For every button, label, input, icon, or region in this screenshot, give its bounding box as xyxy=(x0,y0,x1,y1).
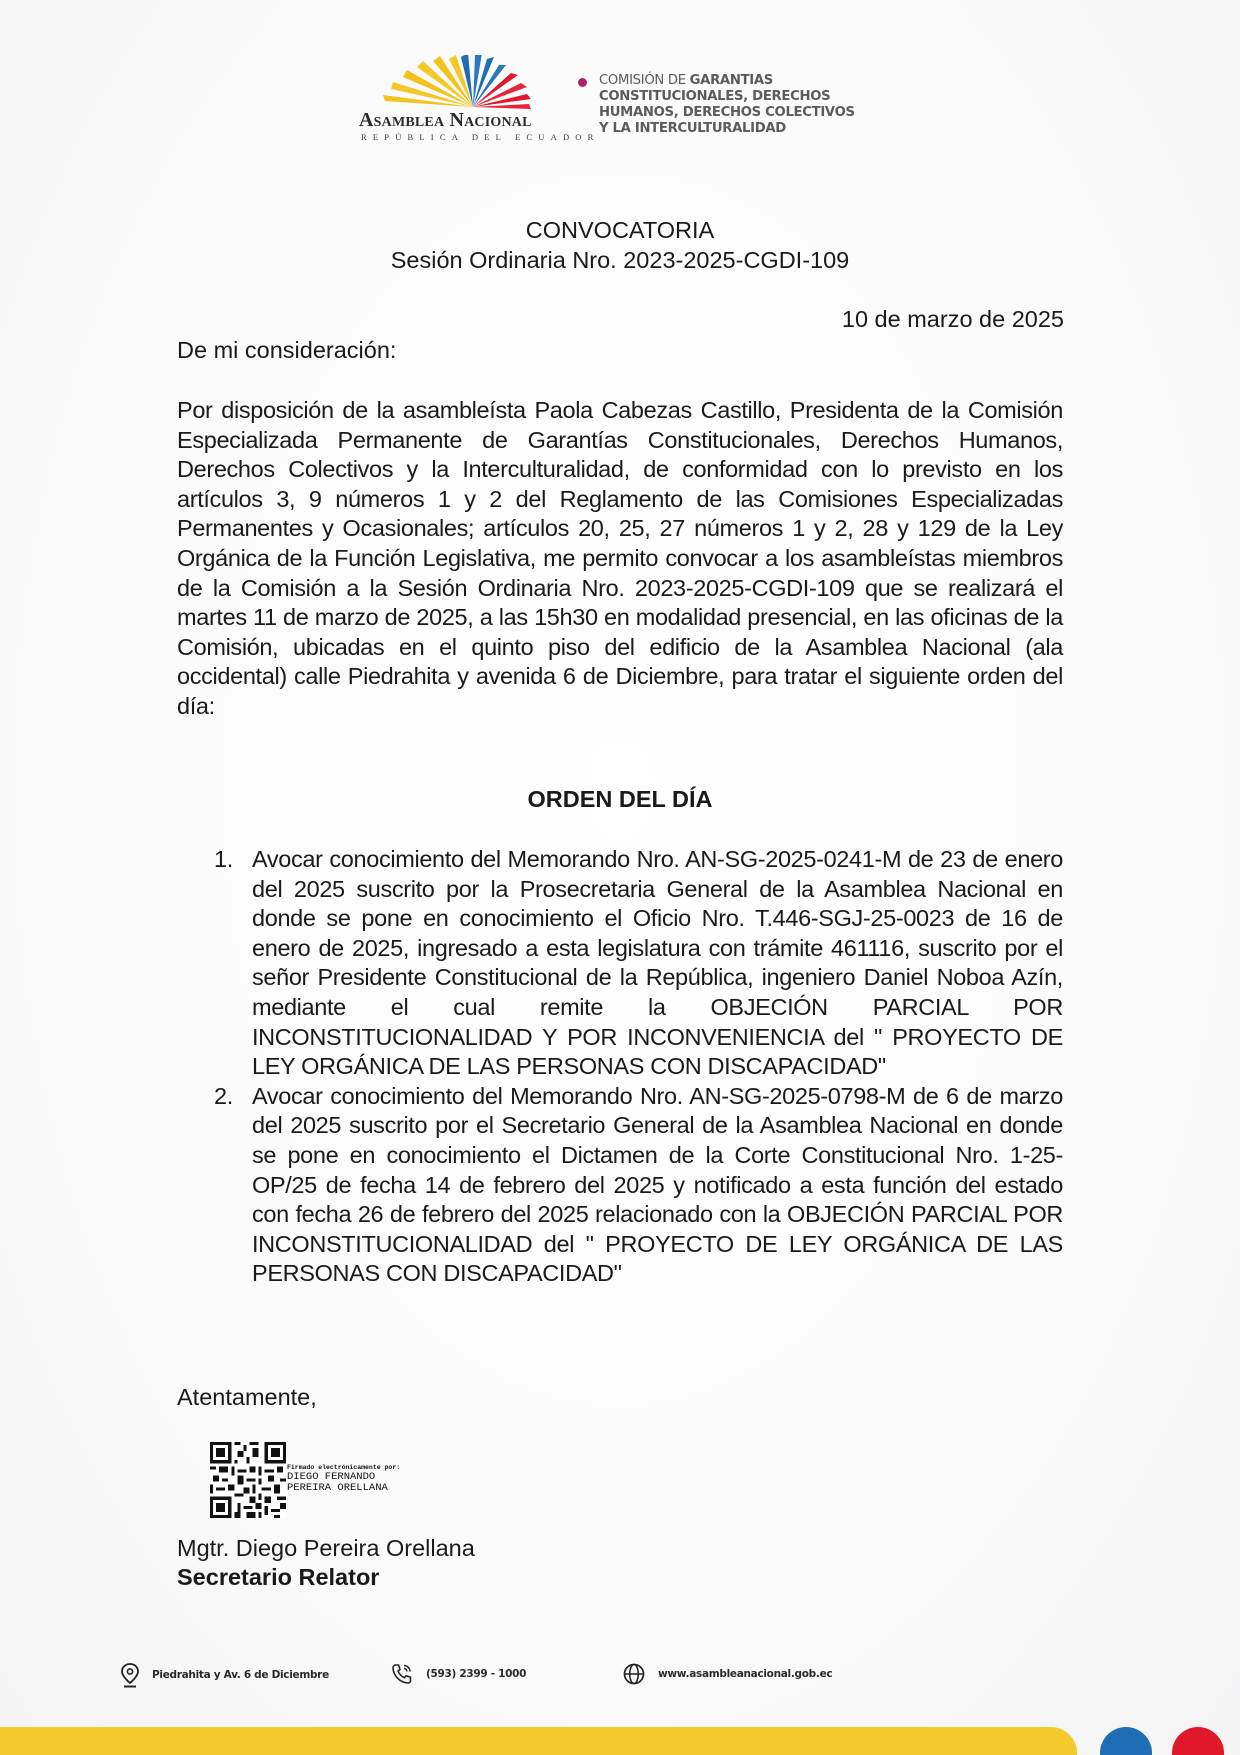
agenda-title: ORDEN DEL DÍA xyxy=(527,786,713,812)
signature-name-line1: DIEGO FERNANDO xyxy=(287,1471,376,1483)
commission-line1-bold: GARANTIAS xyxy=(689,73,773,88)
footer-phone xyxy=(390,1662,526,1686)
greeting: De mi consideración: xyxy=(177,337,397,363)
electronic-signature xyxy=(210,1442,450,1520)
asamblea-nacional-logo xyxy=(355,55,600,145)
footer-website[interactable] xyxy=(622,1662,832,1686)
agenda-list xyxy=(214,845,1063,1289)
bullet-dot-icon xyxy=(578,78,587,87)
commission-line1-light: COMISIÓN DE xyxy=(599,73,690,88)
agenda-item xyxy=(214,1082,1063,1289)
globe-icon xyxy=(622,1662,646,1686)
commission-line3: HUMANOS, DERECHOS COLECTIVOS xyxy=(599,105,855,120)
body-paragraph: Por disposición de la asambleísta Paola Cabezas Castillo, Presidenta de la Comisión Especializada Permanente de Garantías Constitucionales, Derechos Humanos, Derechos Colectivos y la Interculturalidad, de conformidad con lo previsto en los artículos 3, 9 números 1 y 2 del Reglamento de las Comisiones Especializadas Permanentes y Ocasionales; artículos 20, 25, 27 números 1 y 2, 28 y 129 de la Ley Orgánica de la Función Legislativa, me permito convocar a los asambleístas miembros de la Comisión a la Sesión Ordinaria Nro. 2023-2025-CGDI-109 que se realizará el martes 11 de marzo de 2025, a las 15h30 en modalidad presencial, en las oficinas de la Comisión, ubicadas en el quinto piso del edificio de la Asamblea Nacional (ala occidental) calle Piedrahita y avenida 6 de Diciembre, para tratar el siguiente orden del día: xyxy=(177,397,1063,719)
logo-title: Asamblea Nacional xyxy=(359,109,532,131)
signature-label: Firmado electrónicamente por: xyxy=(287,1464,401,1471)
document-date: 10 de marzo de 2025 xyxy=(841,306,1064,332)
agenda-item-text: Avocar conocimiento del Memorando Nro. AN-SG-2025-0798-M de 6 de marzo del 2025 suscrito por el Secretario General de la Asamblea Nacional en donde se pone en conocimiento el Dictamen de la Corte Constitucional Nro. 1-25-OP/25 de fecha 14 de febrero del 2025 y notificado a esta función del estado con fecha 26 de febrero del 2025 relacionado con la OBJECIÓN PARCIAL POR INCONSTITUCIONALIDAD del " PROYECTO DE LEY ORGÁNICA DE LAS PERSONAS CON DISCAPACIDAD" xyxy=(252,1082,1063,1287)
commission-line2: CONSTITUCIONALES, DERECHOS xyxy=(599,89,831,104)
signer-name: Mgtr. Diego Pereira Orellana xyxy=(177,1535,475,1561)
document-subtitle: Sesión Ordinaria Nro. 2023-2025-CGDI-109 xyxy=(390,247,850,273)
footer-website-link[interactable]: www.asambleanacional.gob.ec xyxy=(658,1668,833,1680)
agenda-item-number: 1. xyxy=(214,846,233,872)
agenda-item xyxy=(214,845,1063,1082)
phone-icon xyxy=(390,1662,414,1686)
agenda-item-number: 2. xyxy=(214,1082,233,1109)
signer-role: Secretario Relator xyxy=(177,1564,380,1590)
footer-address xyxy=(120,1662,329,1688)
closing: Atentamente, xyxy=(177,1384,317,1410)
map-pin-icon xyxy=(120,1662,140,1688)
agenda-item-text: Avocar conocimiento del Memorando Nro. AN-SG-2025-0241-M de 23 de enero del 2025 suscrito por la Prosecretaria General de la Asamblea Nacional en donde se pone en conocimiento el Oficio Nro. T.446-SGJ-25-0023 de 16 de enero de 2025, ingresado a esta legislatura con trámite 461116, suscrito por el señor Presidente Constitucional de la República, ingeniero Daniel Noboa Azín, mediante el cual remite la OBJECIÓN PARCIAL POR INCONSTITUCIONALIDAD Y POR INCONVENIENCIA del " PROYECTO DE LEY ORGÁNICA DE LAS PERSONAS CON DISCAPACIDAD" xyxy=(252,846,1063,1080)
footer-yellow-bar xyxy=(0,1727,1077,1755)
footer-address-text: Piedrahita y Av. 6 de Diciembre xyxy=(152,1669,329,1681)
commission-line4: Y LA INTERCULTURALIDAD xyxy=(599,121,786,136)
signature-name-line2: PEREIRA ORELLANA xyxy=(287,1482,388,1494)
logo-subtitle: REPÚBLICA DEL ECUADOR xyxy=(361,132,600,142)
document-title: CONVOCATORIA xyxy=(525,217,715,243)
feather-emblem-icon xyxy=(355,55,570,111)
qr-code-icon xyxy=(210,1442,286,1518)
footer-phone-text: (593) 2399 - 1000 xyxy=(426,1668,527,1680)
